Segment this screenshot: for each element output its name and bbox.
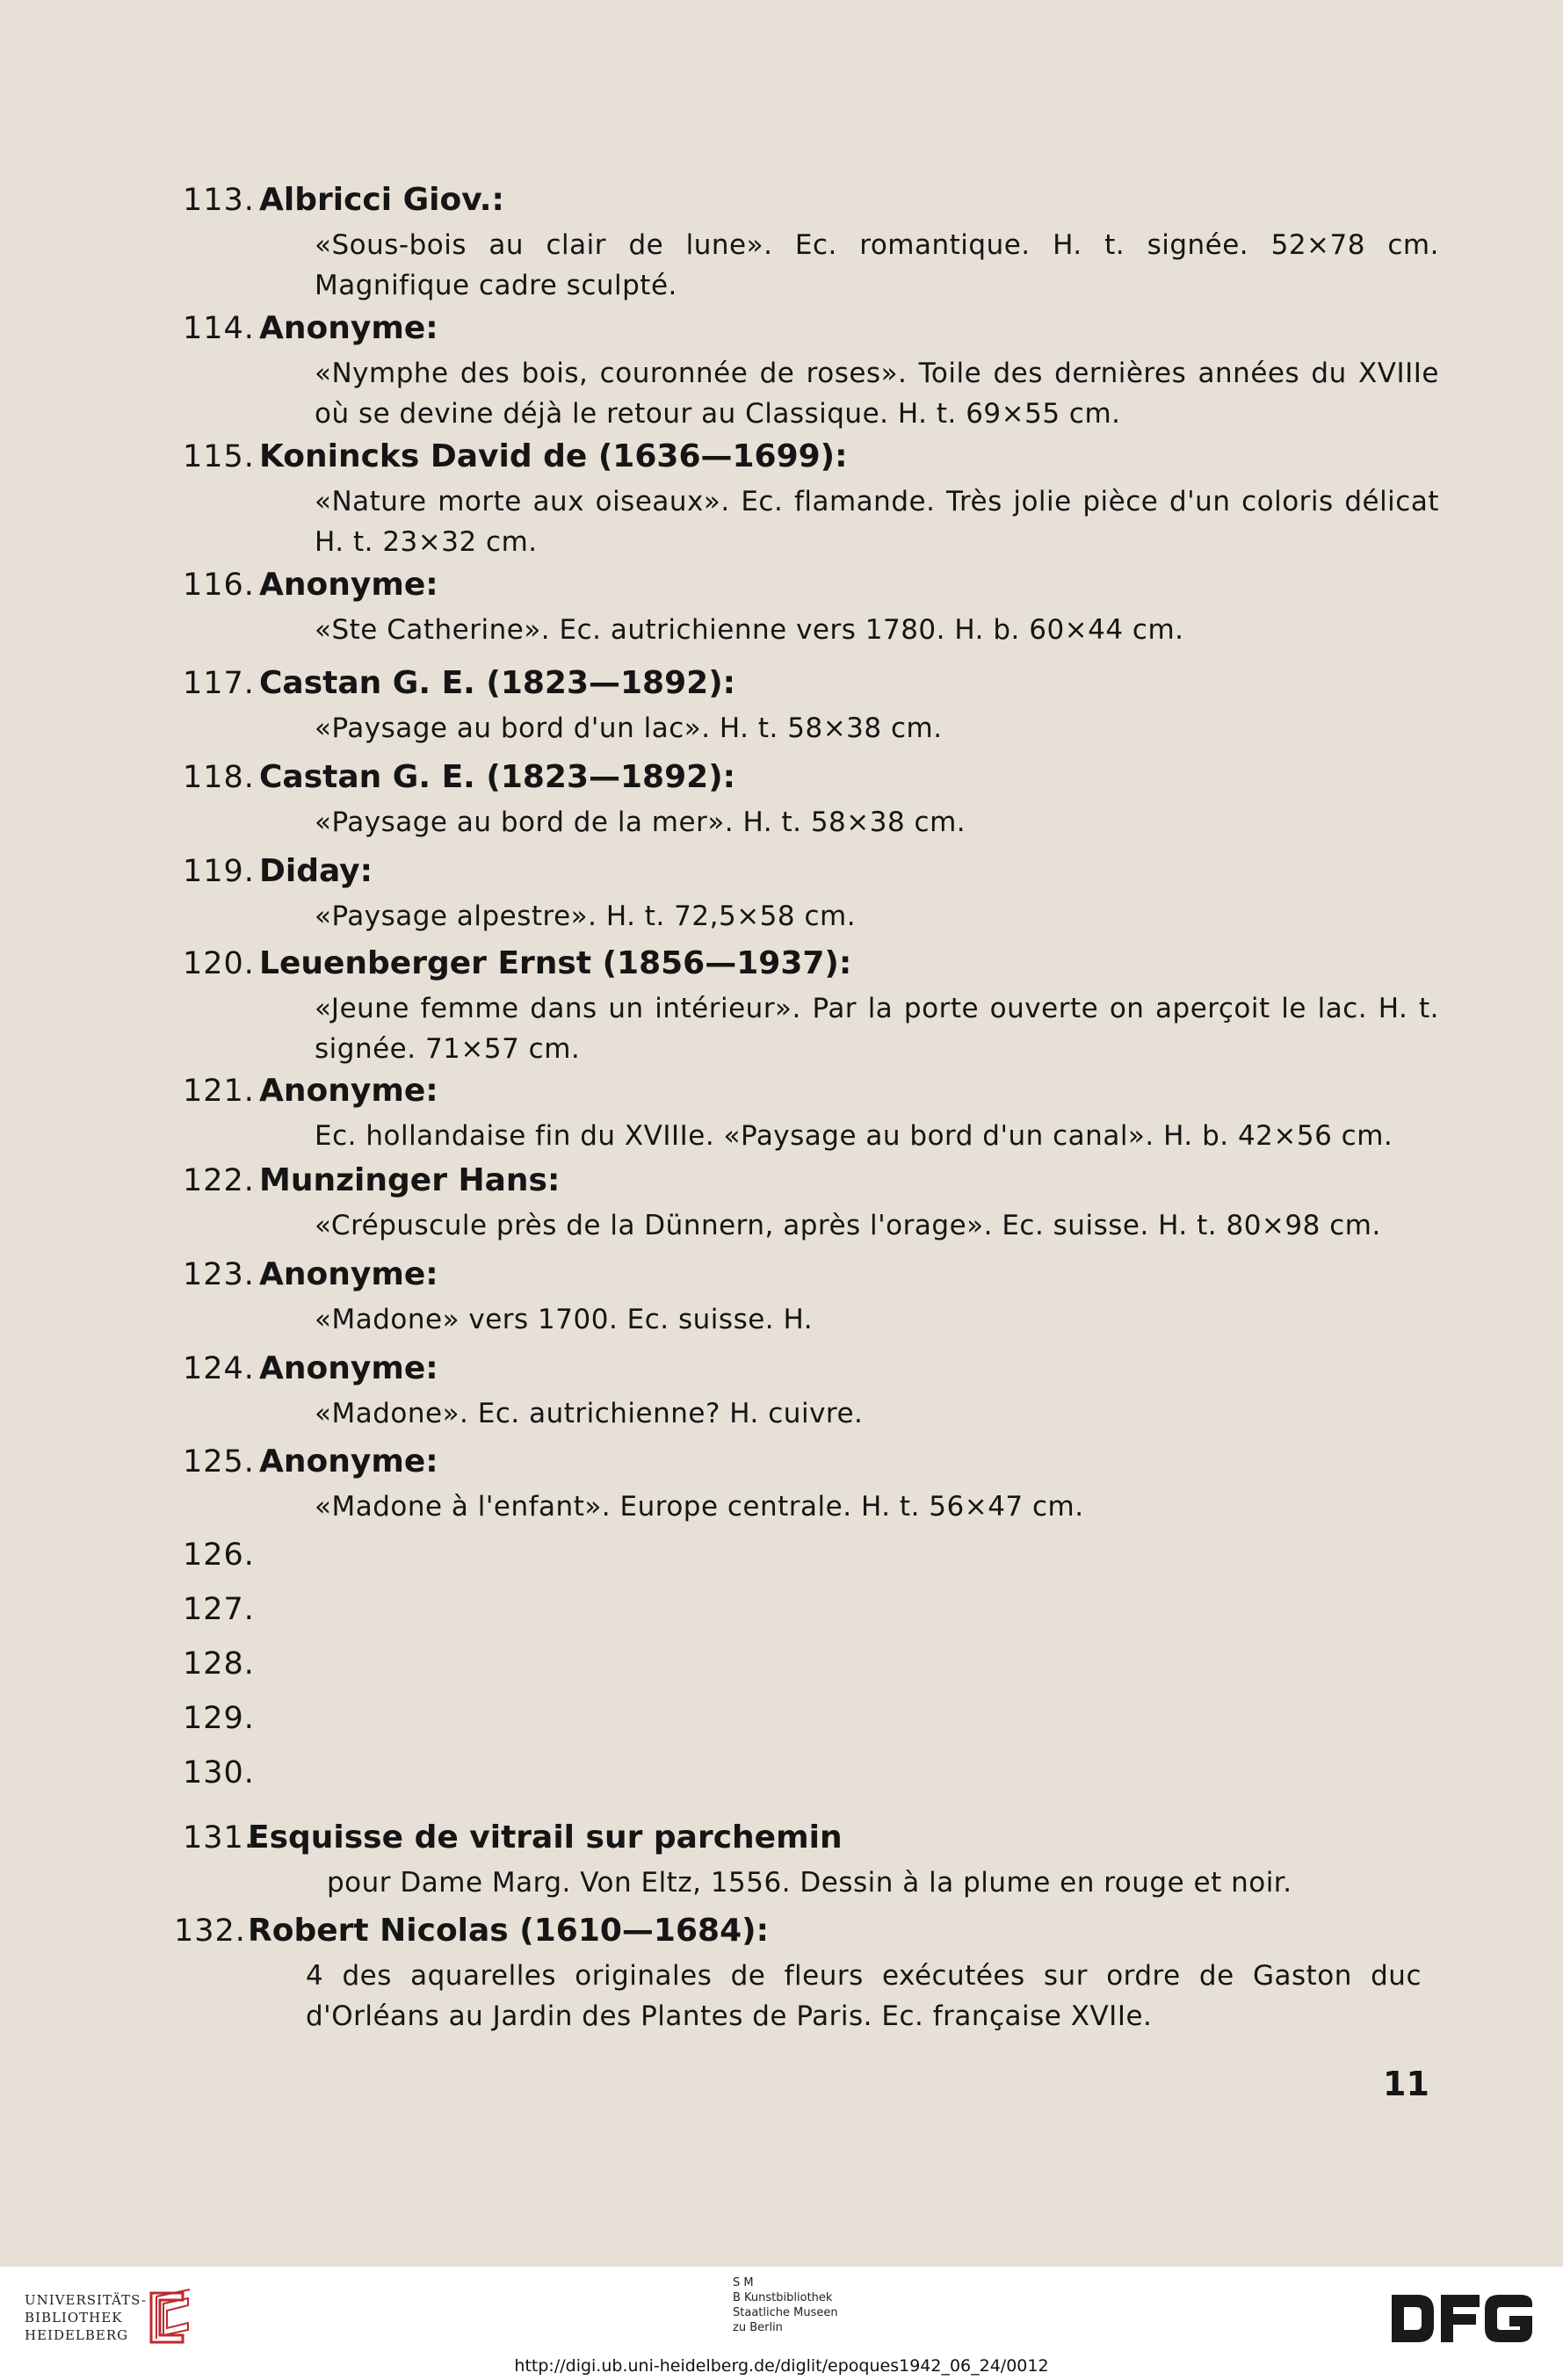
entry-number: 123. [183,1257,255,1292]
entry-artist: Anonyme: [259,310,438,346]
entry-number: 115. [183,439,255,474]
entry-number: 113. [183,183,255,218]
entry-number: 128. [183,1646,255,1682]
entry-description: pour Dame Marg. Von Eltz, 1556. Dessin à la plume en rouge et noir. [327,1867,1292,1899]
entry-artist: Castan G. E. (1823—1892): [259,759,736,795]
entry-number: 132. [174,1913,246,1949]
entry-description: «Sous-bois au clair de lune». Ec. romantique. H. t. signée. 52×78 cm. Magnifique cadre sculpté. [315,229,1439,301]
entry-number: 122. [183,1163,255,1198]
entry-description: «Madone» vers 1700. Ec. suisse. H. [315,1304,814,1335]
entry-number: 129. [183,1701,255,1736]
sm-kunstbibliothek-credit: S M B Kunstbibliothek Staatliche Museen zu Berlin [733,2276,838,2334]
entry-description: «Crépuscule près de la Dünnern, après l'orage». Ec. suisse. H. t. 80×98 cm. [315,1210,1381,1241]
library-name: UNIVERSITÄTS- BIBLIOTHEK HEIDELBERG [25,2292,148,2343]
entry-artist: Esquisse de vitrail sur parchemin [248,1819,843,1856]
entry-artist: Albricci Giov.: [259,182,504,218]
library-emblem-icon [144,2288,197,2347]
entry-number: 120. [183,946,255,981]
entry-artist: Konincks David de (1636—1699): [259,438,848,474]
entry-artist: Leuenberger Ernst (1856—1937): [259,945,852,981]
entry-description: «Paysage au bord de la mer». H. t. 58×38 cm. [315,807,966,838]
entry-description: 4 des aquarelles originales de fleurs exécutées sur ordre de Gaston duc d'Orléans au Jardin des Plantes de Paris. Ec. française XVIIe. [306,1960,1422,2032]
entry-number: 118. [183,760,255,795]
entry-description: Ec. hollandaise fin du XVIIIe. «Paysage au bord d'un canal». H. b. 42×56 cm. [315,1120,1393,1152]
source-url[interactable]: http://digi.ub.uni-heidelberg.de/diglit/epoques1942_06_24/0012 [514,2356,1049,2376]
entry-artist: Anonyme: [259,1350,438,1386]
entry-description: «Madone». Ec. autrichienne? H. cuivre. [315,1398,864,1429]
digitization-footer [0,2267,1563,2380]
entry-description: «Madone à l'enfant». Europe centrale. H. t. 56×47 cm. [315,1491,1084,1523]
entry-artist: Anonyme: [259,1073,438,1109]
entry-number: 127. [183,1592,255,1627]
entry-artist: Diday: [259,853,373,889]
entry-number: 130. [183,1755,255,1790]
heidelberg-library-logo[interactable] [25,2288,218,2358]
entry-artist: Castan G. E. (1823—1892): [259,665,736,701]
entry-artist: Anonyme: [259,1443,438,1479]
entry-description: «Nature morte aux oiseaux». Ec. flamande. Très jolie pièce d'un coloris délicat H. t. 23×32 cm. [315,486,1439,558]
entry-description: «Paysage au bord d'un lac». H. t. 58×38 cm. [315,713,943,744]
entry-description: «Nymphe des bois, couronnée de roses». Toile des dernières années du XVIIIe où se devine déjà le retour au Classique. H. t. 69×55 cm. [315,358,1439,430]
entry-description: «Jeune femme dans un intérieur». Par la porte ouverte on aperçoit le lac. H. t. signée. 71×57 cm. [315,993,1439,1065]
page-number: 11 [1383,2065,1429,2103]
entry-description: «Paysage alpestre». H. t. 72,5×58 cm. [315,901,857,932]
entry-number: 116. [183,568,255,603]
entry-number: 119. [183,854,255,889]
dfg-logo-icon[interactable] [1388,2291,1538,2346]
entry-artist: Munzinger Hans: [259,1162,561,1198]
entry-number: 114. [183,311,255,346]
entry-number: 126. [183,1537,255,1573]
entry-number: 121. [183,1074,255,1109]
entry-number: 125. [183,1444,255,1479]
entry-number: 124. [183,1351,255,1386]
entry-number: 117. [183,666,255,701]
entry-artist: Robert Nicolas (1610—1684): [248,1913,769,1949]
entry-number: 131. [183,1820,255,1856]
entry-artist: Anonyme: [259,1256,438,1292]
entry-description: «Ste Catherine». Ec. autrichienne vers 1780. H. b. 60×44 cm. [315,614,1184,646]
entry-artist: Anonyme: [259,567,438,603]
